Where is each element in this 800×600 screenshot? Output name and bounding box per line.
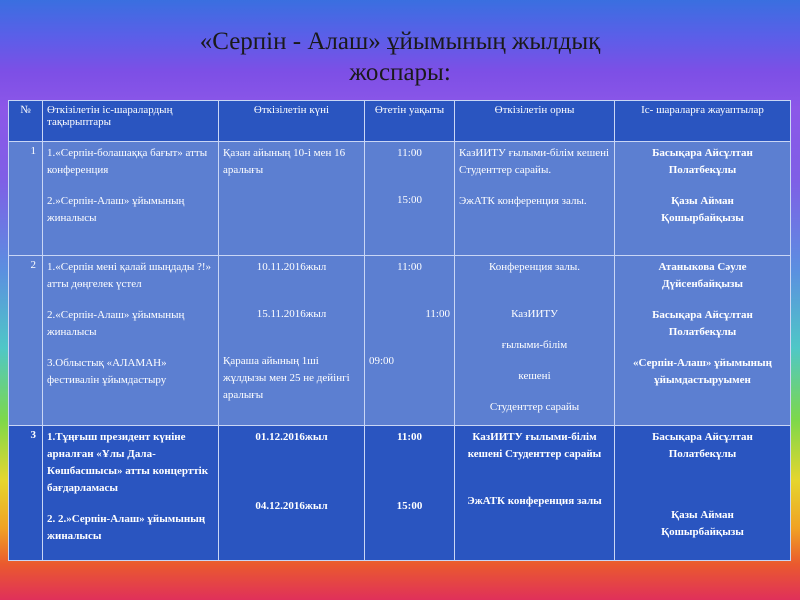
page-title-line2: жоспары: [349,59,451,86]
topic-item: 2.»Серпін-Алаш» ұйымының жиналысы [47,195,185,224]
row-number: 3 [9,426,43,561]
responsible-name: Қазы Айман [671,509,734,521]
responsible-cell [615,256,791,426]
responsible-name: Қазы Айман [671,195,734,207]
date-cell [219,426,365,561]
place-item: ЭжАТК конференция залы [467,495,602,507]
place-item: КазИИТУ ғылыми-білім кешені Студенттер сарайы [467,431,602,460]
header-place: Өткізілетін орны [455,101,615,142]
place-item: Студенттер сарайы [489,401,580,413]
place-cell [455,256,615,426]
topic-cell [43,426,219,561]
time-item: 09:00 [369,355,395,367]
header-topic: Өткізілетін іс-шаралардың тақырыптары [43,101,219,142]
header-num: № [9,101,43,142]
row-number: 2 [9,256,43,426]
responsible-patronymic: Дүйсенбайқызы [662,278,743,290]
table-row [9,256,791,426]
page-title-line1: «Серпін - Алаш» ұйымының жылдық [199,28,601,55]
header-responsible: Іс- шараларға жауаптылар [615,101,791,142]
topic-item: 3.Облыстық «АЛАМАН» фестивалін ұйымдастыру [47,357,167,386]
time-item: 11:00 [396,431,423,443]
time-cell [365,256,455,426]
place-item: КазИИТУ [511,308,558,320]
responsible-cell [615,426,791,561]
header-time: Өтетін уақыты [365,101,455,142]
topic-item: 1.«Серпін-болашаққа бағыт» атты конференция [47,147,208,176]
header-date: Өткізілетін күні [219,101,365,142]
responsible-patronymic: Полатбекұлы [668,326,737,338]
date-item: Қазан айының 10-і мен 16 аралығы [223,147,346,176]
topic-cell [43,142,219,256]
date-item: 10.11.2016жыл [256,261,327,273]
time-item: 11:00 [397,147,422,159]
place-item: КазИИТУ ғылыми-білім кешені Студенттер сарайы. [459,147,610,176]
responsible-name: Басықара Айсұлтан [652,431,753,443]
place-item: ЭжАТК конференция залы. [459,195,587,207]
date-item: 04.12.2016жыл [255,500,328,512]
topic-item: 2.«Серпін-Алаш» ұйымының жиналысы [47,309,185,338]
topic-item: 1.«Серпін мені қалай шыңдады ?!» атты дөңгелек үстел [47,261,212,290]
date-cell [219,256,365,426]
date-item: 01.12.2016жыл [255,431,328,443]
page-title [0,26,800,88]
responsible-cell [615,142,791,256]
responsible-org: «Серпін-Алаш» ұйымының [633,357,772,369]
responsible-patronymic: Қошырбайқызы [661,526,744,538]
time-item: 11:00 [397,261,422,273]
date-item: Қараша айының 1ші жұлдызы мен 25 не дейінгі аралығы [223,355,350,401]
place-item: Конференция залы. [489,261,580,273]
time-cell [365,142,455,256]
topic-item: 2. 2.»Серпін-Алаш» ұйымының жиналысы [47,513,206,542]
table-row [9,142,791,256]
topic-cell [43,256,219,426]
table-header-row [9,101,791,142]
plan-table [8,100,791,561]
responsible-name: Атаныкова Сәуле [658,261,747,273]
time-item: 15:00 [396,500,423,512]
date-cell [219,142,365,256]
time-item: 11:00 [425,308,450,320]
responsible-patronymic: Қошырбайқызы [661,212,744,224]
topic-item: 1.Тұңғыш президент күніне арналған «Ұлы Дала-Көшбасшысы» атты концерттік бағдарламасы [47,431,209,494]
place-item: ғылыми-білім [501,339,568,351]
date-item: 15.11.2016жыл [256,308,327,320]
responsible-patronymic: Полатбекұлы [668,448,737,460]
place-cell [455,142,615,256]
responsible-org: ұйымдастыруымен [654,374,751,386]
responsible-name: Басықара Айсұлтан [652,309,753,321]
time-item: 15:00 [396,194,423,206]
responsible-patronymic: Полатбекұлы [668,164,737,176]
place-cell [455,426,615,561]
responsible-name: Басықара Айсұлтан [652,147,753,159]
time-cell [365,426,455,561]
row-number: 1 [9,142,43,256]
table-row [9,426,791,561]
place-item: кешені [518,370,551,382]
